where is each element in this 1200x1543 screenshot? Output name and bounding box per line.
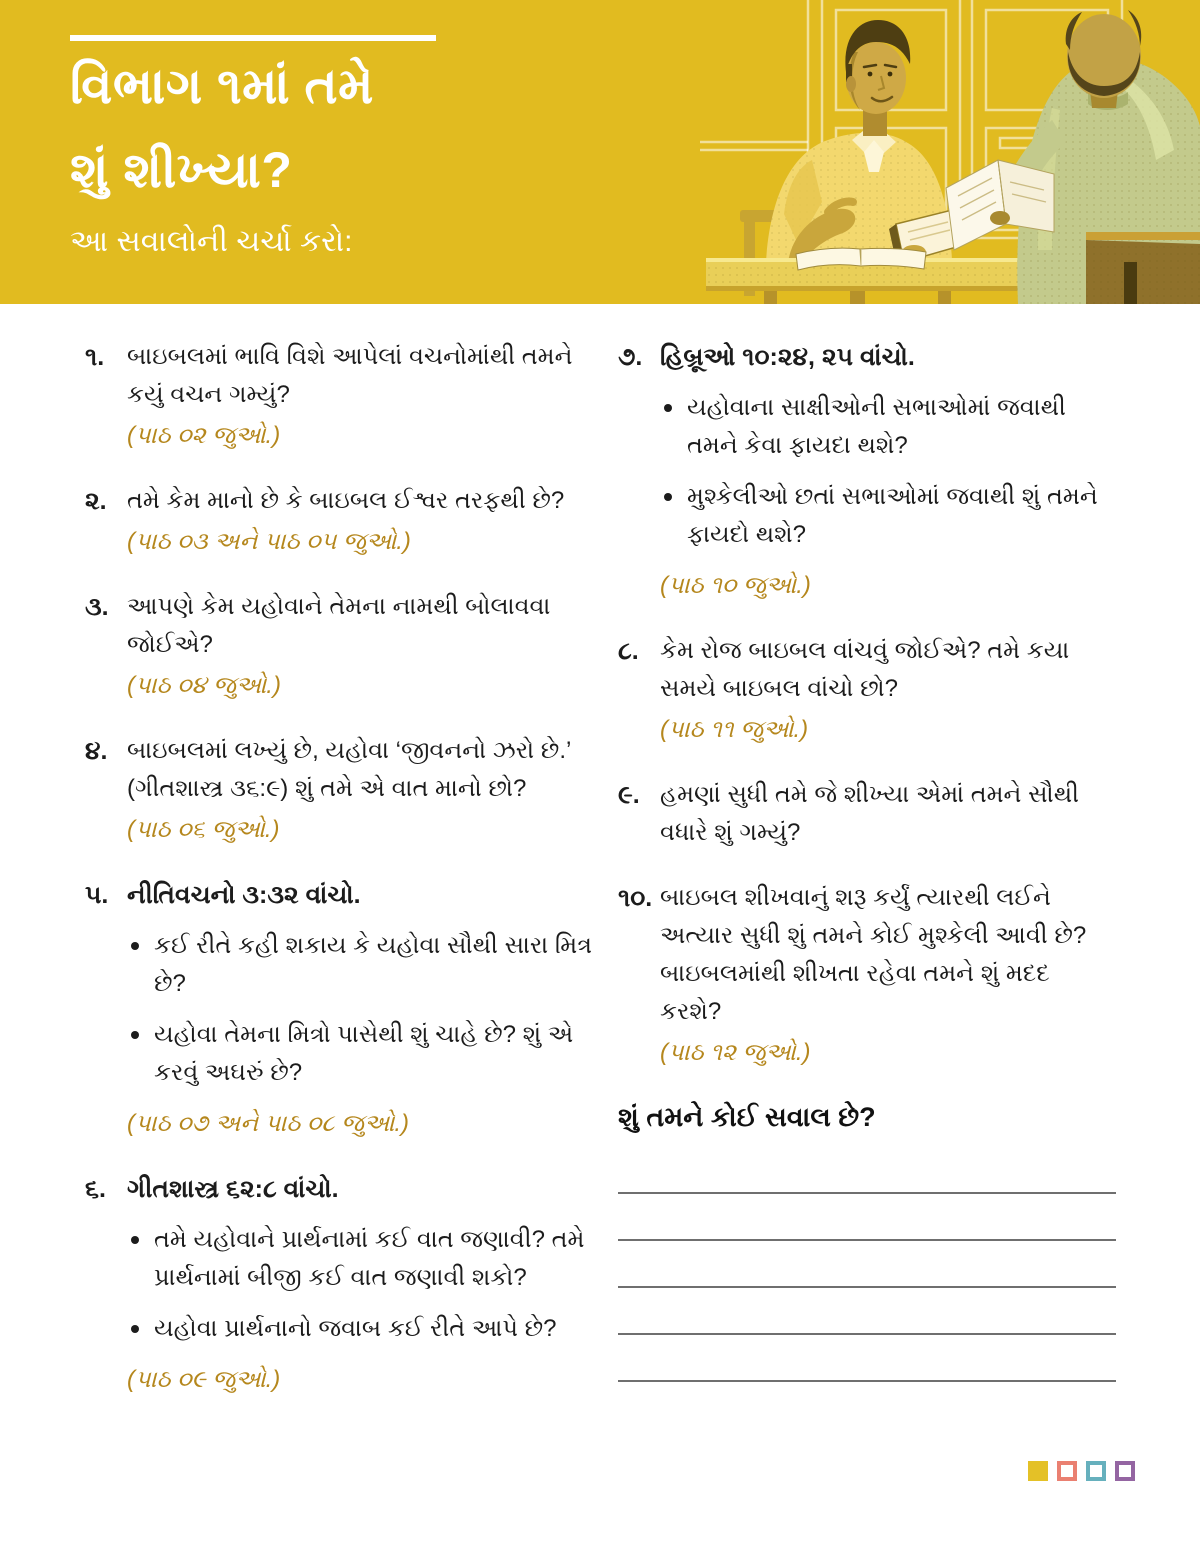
question-text: બાઇબલમાં ભાવિ વિશે આપેલાં વચનોમાંથી તમને કયું વચન ગમ્યું? xyxy=(127,343,573,408)
question-2 xyxy=(85,482,601,561)
study-illustration xyxy=(700,0,1200,304)
lesson-reference: (પાઠ ૦૯ જુઓ.) xyxy=(127,1366,281,1393)
writing-line xyxy=(618,1194,1116,1241)
header-banner xyxy=(0,0,1200,304)
question-number: ૩. xyxy=(85,593,109,621)
lesson-reference: (પાઠ ૧૦ જુઓ.) xyxy=(660,572,811,599)
question-4 xyxy=(85,732,601,849)
page-title-line1: વિભાગ ૧માં તમે xyxy=(70,58,374,114)
writing-line xyxy=(618,1288,1116,1335)
question-number: ૭. xyxy=(618,343,643,371)
square-outline-teal xyxy=(1086,1461,1106,1481)
lesson-reference: (પાઠ ૦૪ જુઓ.) xyxy=(127,672,281,699)
question-number: ૫. xyxy=(85,881,109,909)
writing-line xyxy=(618,1147,1116,1194)
lesson-reference: (પાઠ ૦૩ અને પાઠ ૦૫ જુઓ.) xyxy=(127,528,411,555)
square-outline-salmon xyxy=(1057,1461,1077,1481)
question-8 xyxy=(618,632,1116,749)
question-10 xyxy=(618,879,1116,1072)
question-text: હિબ્રૂઓ ૧૦:૨૪, ૨૫ વાંચો. xyxy=(660,343,915,371)
page-title xyxy=(70,44,374,212)
sub-question: તમે યહોવાને પ્રાર્થનામાં કઈ વાત જણાવી? તમે પ્રાર્થનામાં બીજી કઈ વાત જણાવી શકો? xyxy=(127,1221,601,1297)
question-number: ૧૦. xyxy=(618,884,653,912)
square-outline-purple xyxy=(1115,1461,1135,1481)
lesson-reference: (પાઠ ૧૨ જુઓ.) xyxy=(660,1039,811,1066)
question-text: તમે કેમ માનો છે કે બાઇબલ ઈશ્વર તરફથી છે? xyxy=(127,487,565,514)
question-number: ૮. xyxy=(618,637,639,665)
lesson-reference: (પાઠ ૧૧ જુઓ.) xyxy=(660,716,809,743)
sub-question: યહોવા પ્રાર્થનાનો જવાબ કઈ રીતે આપે છે? xyxy=(127,1310,601,1348)
question-3 xyxy=(85,588,601,705)
sub-question: યહોવા તેમના મિત્રો પાસેથી શું ચાહે છે? શું એ કરવું અઘરું છે? xyxy=(127,1016,601,1092)
question-text: બાઇબલમાં લખ્યું છે, યહોવા ‘જીવનનો ઝરો છે.’ (ગીતશાસ્ત્ર ૩૬:૯) શું તમે એ વાત માનો છો? xyxy=(127,737,571,802)
questions-column-right xyxy=(618,338,1116,1382)
sub-question: મુશ્કેલીઓ છતાં સભાઓમાં જવાથી શું તમને ફાયદો થશે? xyxy=(660,478,1116,554)
sub-question-list xyxy=(660,389,1116,554)
question-7 xyxy=(618,338,1116,605)
questions-column-left xyxy=(85,338,601,1426)
lesson-reference: (પાઠ ૦૨ જુઓ.) xyxy=(127,422,281,449)
question-text: હમણાં સુધી તમે જે શીખ્યા એમાં તમને સૌથી વધારે શું ગમ્યું? xyxy=(660,781,1079,846)
title-rule xyxy=(70,35,436,41)
question-text: કેમ રોજ બાઇબલ વાંચવું જોઈએ? તમે કયા સમયે બાઇબલ વાંચો છો? xyxy=(660,637,1070,702)
page-title-line2: શું શીખ્યા? xyxy=(70,142,293,198)
sub-question: કઈ રીતે કહી શકાય કે યહોવા સૌથી સારા મિત્ર છે? xyxy=(127,927,601,1003)
question-number: ૯. xyxy=(618,781,640,809)
question-9 xyxy=(618,776,1116,852)
writing-line xyxy=(618,1335,1116,1382)
question-number: ૨. xyxy=(85,487,107,515)
section-progress-squares xyxy=(1028,1461,1135,1481)
question-number: ૬. xyxy=(85,1175,106,1203)
question-6 xyxy=(85,1170,601,1399)
any-questions-heading: શું તમને કોઈ સવાલ છે? xyxy=(618,1102,876,1132)
lesson-reference: (પાઠ ૦૬ જુઓ.) xyxy=(127,816,280,843)
sub-question-list xyxy=(127,1221,601,1348)
writing-line xyxy=(618,1241,1116,1288)
page-subtitle: આ સવાલોની ચર્ચા કરો: xyxy=(70,225,353,258)
question-number: ૪. xyxy=(85,737,108,765)
sub-question: યહોવાના સાક્ષીઓની સભાઓમાં જવાથી તમને કેવા ફાયદા થશે? xyxy=(660,389,1116,465)
question-number: ૧. xyxy=(85,343,105,371)
lesson-reference: (પાઠ ૦૭ અને પાઠ ૦૮ જુઓ.) xyxy=(127,1110,410,1137)
answer-lines xyxy=(618,1147,1116,1382)
question-1 xyxy=(85,338,601,455)
question-text: ગીતશાસ્ત્ર ૬૨:૮ વાંચો. xyxy=(127,1175,339,1203)
question-text: નીતિવચનો ૩:૩૨ વાંચો. xyxy=(127,881,361,909)
question-text: બાઇબલ શીખવાનું શરૂ કર્યું ત્યારથી લઈને અત્યાર સુધી શું તમને કોઈ મુશ્કેલી આવી છે? બાઇબલમાંથી શીખતા રહેવા તમને શું મદદ કરશે? xyxy=(660,884,1087,1025)
question-5 xyxy=(85,876,601,1143)
question-text: આપણે કેમ યહોવાને તેમના નામથી બોલાવવા જોઈએ? xyxy=(127,593,551,658)
sub-question-list xyxy=(127,927,601,1092)
square-filled-yellow xyxy=(1028,1461,1048,1481)
